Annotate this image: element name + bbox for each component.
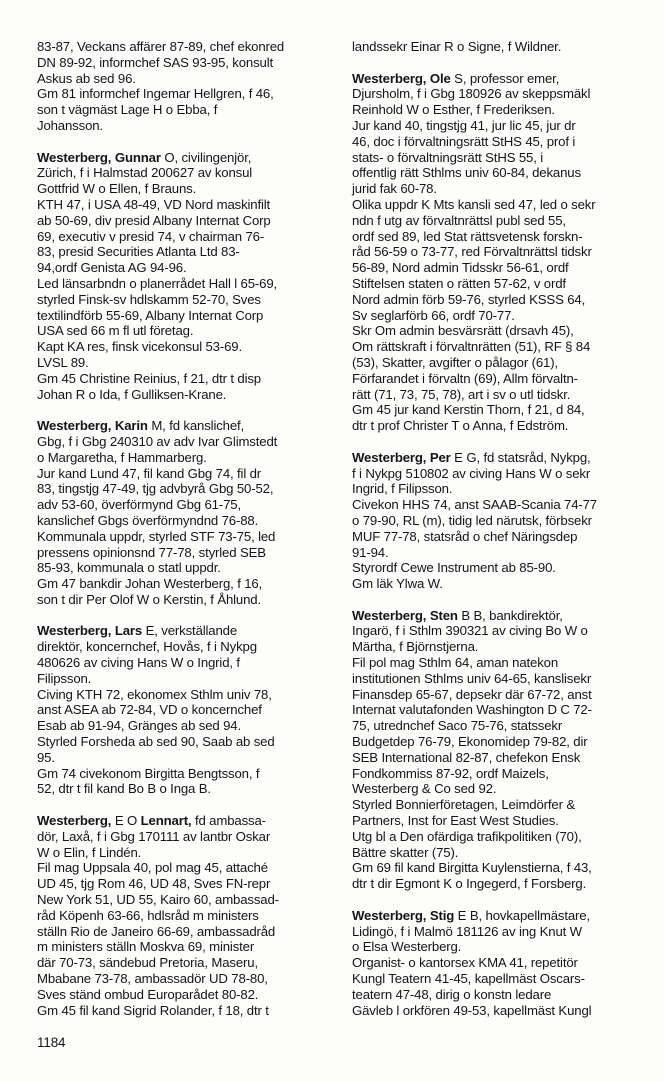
text-segment: 95. <box>37 749 55 765</box>
text-line <box>352 702 646 718</box>
text-segment: 85-93, kommunala o statl uppdr. <box>37 560 221 576</box>
text-line <box>37 924 331 940</box>
text-segment: landssekr Einar R o Signe, f Wildner. <box>352 39 562 54</box>
text-segment: Civing KTH 72, ekonomex Sthlm univ 78, <box>37 686 272 702</box>
text-line <box>352 39 646 55</box>
text-segment: 75, utrednchef Saco 75-76, statssekr <box>352 718 563 734</box>
text-segment: Om rättskraft i förvaltnrätten (51), RF § 84 <box>352 339 591 355</box>
text-line <box>37 576 331 592</box>
text-line <box>352 497 646 513</box>
text-segment: Fil mag Uppsala 40, pol mag 45, attaché <box>37 860 268 876</box>
text-segment: Gottfrid W o Ellen, f Brauns. <box>37 181 197 197</box>
text-segment: Fondkommiss 87-92, ordf Maizels, <box>352 765 549 781</box>
text-segment: Organist- o kantorsex KMA 41, repetitör <box>352 955 578 971</box>
text-line <box>37 260 331 276</box>
text-line <box>37 213 331 229</box>
entry-name-bold: Westerberg, Ole <box>352 70 451 86</box>
text-segment: Stiftelsen staten o rätten 57-62, v ordf <box>352 275 566 291</box>
text-line <box>37 529 331 545</box>
text-segment: LVSL 89. <box>37 354 89 370</box>
text-segment: Askus ab sed 96. <box>37 70 136 86</box>
text-segment: Olika uppdr K Mts kansli sed 47, led o sekr <box>352 196 596 212</box>
text-line <box>352 308 646 324</box>
text-segment: Johansson. <box>37 117 103 133</box>
text-segment: W o Elin, f Lindén. <box>37 844 142 860</box>
text-segment: ordf sed 89, led Stat rättsvetensk forskn- <box>352 228 583 244</box>
text-segment: M, fd kanslichef, <box>147 418 245 434</box>
text-line <box>37 292 331 308</box>
text-segment: Mbabane 73-78, ambassadör UD 78-80, <box>37 971 268 987</box>
text-line <box>37 339 331 355</box>
text-segment: S, professor emer, <box>450 70 560 86</box>
text-segment: 94,ordf Genista AG 94-96. <box>37 260 187 276</box>
text-segment: styrled Finsk-sv hdlskamm 52-70, Sves <box>37 291 261 307</box>
text-segment: Ingarö, f i Sthlm 390321 av civing Bo W o <box>352 623 588 639</box>
text-segment: offentlig rätt Sthlms univ 60-84, dekanus <box>352 165 581 181</box>
text-line <box>352 134 646 150</box>
text-segment: direktör, koncernchef, Hovås, f i Nykpg <box>37 639 257 655</box>
dictionary-entry <box>352 608 646 892</box>
text-segment: son t dir Per Olof W o Kerstin, f Åhlund. <box>37 591 261 607</box>
text-line <box>352 481 646 497</box>
entry-name-bold: Westerberg, Per <box>352 449 451 465</box>
text-line <box>37 845 331 861</box>
text-line <box>352 150 646 166</box>
text-segment: Kapt KA res, finsk vicekonsul 53-69. <box>37 339 242 355</box>
text-line <box>352 766 646 782</box>
text-line <box>352 276 646 292</box>
text-line <box>37 655 331 671</box>
text-columns <box>37 39 646 1018</box>
text-segment: Partners, Inst for East West Studies. <box>352 813 559 829</box>
text-segment: rätt (71, 73, 75, 78), art i sv o utl tidskr. <box>352 386 571 402</box>
text-segment: SEB International 82-87, chefekon Ensk <box>352 749 581 765</box>
text-segment: Gm 81 informchef Ingemar Hellgren, f 46, <box>37 86 274 102</box>
text-line <box>37 497 331 513</box>
text-segment: B B, bankdirektör, <box>457 607 563 623</box>
text-segment: dtr t dir Egmont K o Ingegerd, f Forsberg. <box>352 876 587 892</box>
text-segment: Civekon HHS 74, anst SAAB-Scania 74-77 <box>352 497 597 513</box>
text-segment: Sv seglarförb 66, ordf 70-77. <box>352 307 515 323</box>
text-line <box>37 387 331 403</box>
text-segment: o 79-90, RL (m), tidig led närutsk, förbsekr <box>352 512 592 528</box>
text-line <box>352 165 646 181</box>
text-line <box>352 323 646 339</box>
text-line <box>352 1003 646 1019</box>
text-segment: o Margaretha, f Hammarberg. <box>37 449 207 465</box>
dictionary-entry <box>352 450 646 592</box>
dictionary-entry <box>37 623 331 797</box>
text-line <box>352 908 646 924</box>
text-segment: Filipsson. <box>37 670 92 686</box>
text-line <box>37 71 331 87</box>
text-line <box>352 466 646 482</box>
text-segment: Internat valutafonden Washington D C 72- <box>352 702 592 718</box>
text-segment: Gm 45 Christine Reinius, f 21, dtr t disp <box>37 370 261 386</box>
text-line <box>352 813 646 829</box>
text-segment: teatern 47-48, dirig o konstn ledare <box>352 986 552 1002</box>
text-segment: råd 56-59 o 73-77, red Förvaltnrättsl tidskr <box>352 244 592 260</box>
page-number: 1184 <box>37 1035 66 1050</box>
text-line <box>352 102 646 118</box>
text-line <box>352 450 646 466</box>
text-line <box>352 197 646 213</box>
text-segment: E, verkställande <box>142 623 238 639</box>
text-line <box>37 892 331 908</box>
text-line <box>37 276 331 292</box>
text-line <box>37 118 331 134</box>
text-segment: 91-94. <box>352 544 389 560</box>
right-column <box>352 39 646 1018</box>
text-segment: dör, Laxå, f i Gbg 170111 av lantbr Oskar <box>37 828 271 844</box>
text-segment: Skr Om admin besvärsrätt (drsavh 45), <box>352 323 574 339</box>
text-segment: E O <box>111 813 141 829</box>
text-line <box>352 86 646 102</box>
text-line <box>37 308 331 324</box>
text-segment: Gbg, f i Gbg 240310 av adv Ivar Glimstedt <box>37 433 278 449</box>
text-line <box>37 829 331 845</box>
text-line <box>37 671 331 687</box>
text-line <box>352 955 646 971</box>
text-segment: Gm 74 civekonom Birgitta Bengtsson, f <box>37 765 260 781</box>
text-segment: 480626 av civing Hans W o Ingrid, f <box>37 655 240 671</box>
text-line <box>37 86 331 102</box>
text-segment: Finansdep 65-67, depsekr där 67-72, anst <box>352 686 592 702</box>
dictionary-entry <box>352 908 646 1019</box>
text-line <box>352 671 646 687</box>
text-line <box>37 860 331 876</box>
text-segment: Gm 69 fil kand Birgitta Kuylenstierna, f 43, <box>352 860 592 876</box>
text-line <box>352 545 646 561</box>
text-segment: Jur kand 40, tingstjg 41, jur lic 45, jur dr <box>352 117 576 133</box>
text-line <box>352 797 646 813</box>
text-segment: Ingrid, f Filipsson. <box>352 481 453 497</box>
text-segment: stats- o förvaltningsrätt StHS 55, i <box>352 149 544 165</box>
text-segment: Gm 45 fil kand Sigrid Rolander, f 18, dtr t <box>37 1002 269 1018</box>
text-line <box>37 181 331 197</box>
text-segment: m ministers ställn Moskva 69, minister <box>37 939 255 955</box>
text-segment: Djursholm, f i Gbg 180926 av skeppsmäkl <box>352 86 591 102</box>
text-line <box>37 750 331 766</box>
text-line <box>37 323 331 339</box>
text-line <box>352 750 646 766</box>
text-segment: kanslichef Gbgs överförmyndnd 76-88. <box>37 512 259 528</box>
entry-name-bold: Lennart, <box>140 813 192 829</box>
text-segment: 69, executiv v presid 74, v chairman 76- <box>37 228 265 244</box>
text-line <box>352 387 646 403</box>
text-segment: f i Nykpg 510802 av civing Hans W o sekr <box>352 465 591 481</box>
entry-name-bold: Westerberg, Karin <box>37 418 148 434</box>
text-line <box>352 623 646 639</box>
text-line <box>37 55 331 71</box>
text-line <box>37 955 331 971</box>
text-segment: (53), Skatter, avgifter o pålagor (61), <box>352 354 558 370</box>
text-segment: 83, presid Securities Atlanta Ltd 83- <box>37 244 240 260</box>
text-segment: Jur kand Lund 47, fil kand Gbg 74, fil dr <box>37 465 262 481</box>
text-segment: Bättre skatter (75). <box>352 844 459 860</box>
text-line <box>37 592 331 608</box>
text-segment: Zürich, f i Halmstad 200627 av konsul <box>37 165 253 181</box>
text-line <box>37 971 331 987</box>
text-segment: Gm läk Ylwa W. <box>352 576 443 592</box>
text-segment: jurid fak 60-78. <box>352 181 437 197</box>
text-line <box>37 481 331 497</box>
text-line <box>37 560 331 576</box>
text-line <box>352 513 646 529</box>
left-column <box>37 39 331 1018</box>
text-segment: Lidingö, f i Malmö 181126 av ing Knut W <box>352 923 582 939</box>
text-segment: USA sed 66 m fl utl företag. <box>37 323 194 339</box>
text-line <box>352 292 646 308</box>
text-segment: E G, fd statsråd, Nykpg, <box>450 449 591 465</box>
text-segment: Led länsarbndn o planerrådet Hall l 65-69, <box>37 275 278 291</box>
text-line <box>37 229 331 245</box>
text-segment: DN 89-92, informchef SAS 93-95, konsult <box>37 54 274 70</box>
text-line <box>37 197 331 213</box>
text-segment: Esab ab 91-94, Gränges ab sed 94. <box>37 718 241 734</box>
text-segment: MUF 77-78, statsråd o chef Näringsdep <box>352 528 578 544</box>
text-segment: ställn Rio de Janeiro 66-69, ambassadråd <box>37 923 276 939</box>
text-line <box>37 702 331 718</box>
text-segment: institutionen Sthlms univ 64-65, kanslisekr <box>352 670 592 686</box>
text-segment: 46, doc i förvaltningsrätt StHS 45, prof i <box>352 133 576 149</box>
text-line <box>352 781 646 797</box>
text-line <box>352 639 646 655</box>
text-line <box>37 102 331 118</box>
text-line <box>37 876 331 892</box>
text-line <box>352 402 646 418</box>
text-line <box>37 450 331 466</box>
text-line <box>352 213 646 229</box>
text-segment: ndn f utg av förvaltnrättsl publ sed 55, <box>352 212 566 228</box>
text-segment: Budgetdep 76-79, Ekonomidep 79-82, dir <box>352 734 588 750</box>
entry-name-bold: Westerberg, Sten <box>352 607 458 623</box>
text-line <box>352 860 646 876</box>
text-segment: fd ambassa- <box>191 813 266 829</box>
text-line <box>352 718 646 734</box>
text-line <box>352 355 646 371</box>
text-line <box>37 623 331 639</box>
dictionary-entry <box>37 150 331 403</box>
text-segment: pressens opinionsnd 77-78, styrled SEB <box>37 544 266 560</box>
text-line <box>352 655 646 671</box>
text-line <box>352 244 646 260</box>
text-segment: Nord admin förb 59-76, styrled KSSS 64, <box>352 291 586 307</box>
text-line <box>352 687 646 703</box>
text-line <box>37 150 331 166</box>
text-line <box>352 181 646 197</box>
text-segment: där 70-73, sändebud Pretoria, Maseru, <box>37 955 258 971</box>
text-segment: Gävleb l orkfören 49-53, kapellmäst Kungl <box>352 1002 592 1018</box>
text-line <box>37 418 331 434</box>
entry-name-bold: Westerberg, Stig <box>352 907 455 923</box>
text-segment: 52, dtr t fil kand Bo B o Inga B. <box>37 781 211 797</box>
text-line <box>37 908 331 924</box>
text-line <box>352 339 646 355</box>
text-line <box>352 845 646 861</box>
text-segment: Styrled Forsheda ab sed 90, Saab ab sed <box>37 734 275 750</box>
text-segment: Förfarandet i förvaltn (69), Allm förvaltn- <box>352 370 578 386</box>
text-segment: Westerberg & Co sed 92. <box>352 781 497 797</box>
text-line <box>37 987 331 1003</box>
text-line <box>37 639 331 655</box>
text-line <box>352 260 646 276</box>
text-line <box>37 718 331 734</box>
text-line <box>37 939 331 955</box>
text-line <box>352 71 646 87</box>
text-line <box>37 244 331 260</box>
text-line <box>352 939 646 955</box>
text-line <box>37 687 331 703</box>
text-line <box>37 734 331 750</box>
text-line <box>352 229 646 245</box>
text-line <box>37 766 331 782</box>
text-segment: Styrordf Cewe Instrument ab 85-90. <box>352 560 556 576</box>
text-segment: Utg bl a Den ofärdiga trafikpolitiken (70), <box>352 828 582 844</box>
entry-name-bold: Westerberg, <box>37 813 112 829</box>
text-line <box>37 39 331 55</box>
text-line <box>37 165 331 181</box>
text-line <box>37 371 331 387</box>
text-line <box>37 1003 331 1019</box>
text-line <box>37 466 331 482</box>
text-segment: Johan R o Ida, f Gulliksen-Krane. <box>37 386 227 402</box>
text-line <box>352 608 646 624</box>
text-line <box>352 734 646 750</box>
text-line <box>352 924 646 940</box>
text-segment: son t vägmäst Lage H o Ebba, f <box>37 102 218 118</box>
text-line <box>37 813 331 829</box>
text-segment: 83, tingstjg 47-49, tjg advbyrå Gbg 50-52, <box>37 481 274 497</box>
text-segment: New York 51, UD 55, Kairo 60, ambassad- <box>37 892 279 908</box>
text-segment: Gm 47 bankdir Johan Westerberg, f 16, <box>37 576 263 592</box>
text-line <box>352 987 646 1003</box>
dictionary-entry <box>37 813 331 1018</box>
text-line <box>352 560 646 576</box>
text-line <box>352 371 646 387</box>
text-segment: adv 53-60, överförmynd Gbg 61-75, <box>37 497 241 513</box>
dictionary-entry <box>352 39 646 55</box>
text-segment: textilindförb 55-69, Albany Internat Corp <box>37 307 264 323</box>
text-line <box>352 118 646 134</box>
dictionary-entry <box>37 418 331 608</box>
text-segment: Märtha, f Björnstjerna. <box>352 639 479 655</box>
text-segment: KTH 47, i USA 48-49, VD Nord maskinfilt <box>37 196 271 212</box>
text-line <box>352 876 646 892</box>
text-segment: dtr t prof Christer T o Anna, f Edström. <box>352 418 569 434</box>
text-segment: råd Köpenh 63-66, hdlsråd m ministers <box>37 907 259 923</box>
dictionary-entry <box>352 71 646 434</box>
entry-name-bold: Westerberg, Gunnar <box>37 149 161 165</box>
text-segment: anst ASEA ab 72-84, VD o koncernchef <box>37 702 262 718</box>
text-segment: 83-87, Veckans affärer 87-89, chef ekonred <box>37 39 285 54</box>
text-segment: Fil pol mag Sthlm 64, aman natekon <box>352 655 559 671</box>
text-line <box>37 513 331 529</box>
text-segment: Sves ständ ombud Europarådet 80-82. <box>37 986 259 1002</box>
text-segment: E B, hovkapellmästare, <box>454 907 590 923</box>
text-line <box>352 829 646 845</box>
text-segment: 56-89, Nord admin Tidsskr 56-61, ordf <box>352 260 569 276</box>
text-segment: Gm 45 jur kand Kerstin Thorn, f 21, d 84, <box>352 402 585 418</box>
text-line <box>352 971 646 987</box>
entry-name-bold: Westerberg, Lars <box>37 623 143 639</box>
text-segment: O, civilingenjör, <box>160 149 252 165</box>
text-line <box>352 418 646 434</box>
text-line <box>37 781 331 797</box>
text-segment: UD 45, tjg Rom 46, UD 48, Sves FN-repr <box>37 876 271 892</box>
text-segment: Reinhold W o Esther, f Frederiksen. <box>352 102 555 118</box>
text-line <box>352 529 646 545</box>
text-segment: Styrled Bonnierföretagen, Leimdörfer & <box>352 797 576 813</box>
dictionary-entry <box>37 39 331 134</box>
text-segment: Kommunala uppdr, styrled STF 73-75, led <box>37 528 276 544</box>
text-line <box>37 355 331 371</box>
text-segment: o Elsa Westerberg. <box>352 939 462 955</box>
text-segment: Kungl Teatern 41-45, kapellmäst Oscars- <box>352 971 585 987</box>
text-line <box>37 434 331 450</box>
text-line <box>37 545 331 561</box>
text-line <box>352 576 646 592</box>
text-segment: ab 50-69, div presid Albany Internat Corp <box>37 212 271 228</box>
